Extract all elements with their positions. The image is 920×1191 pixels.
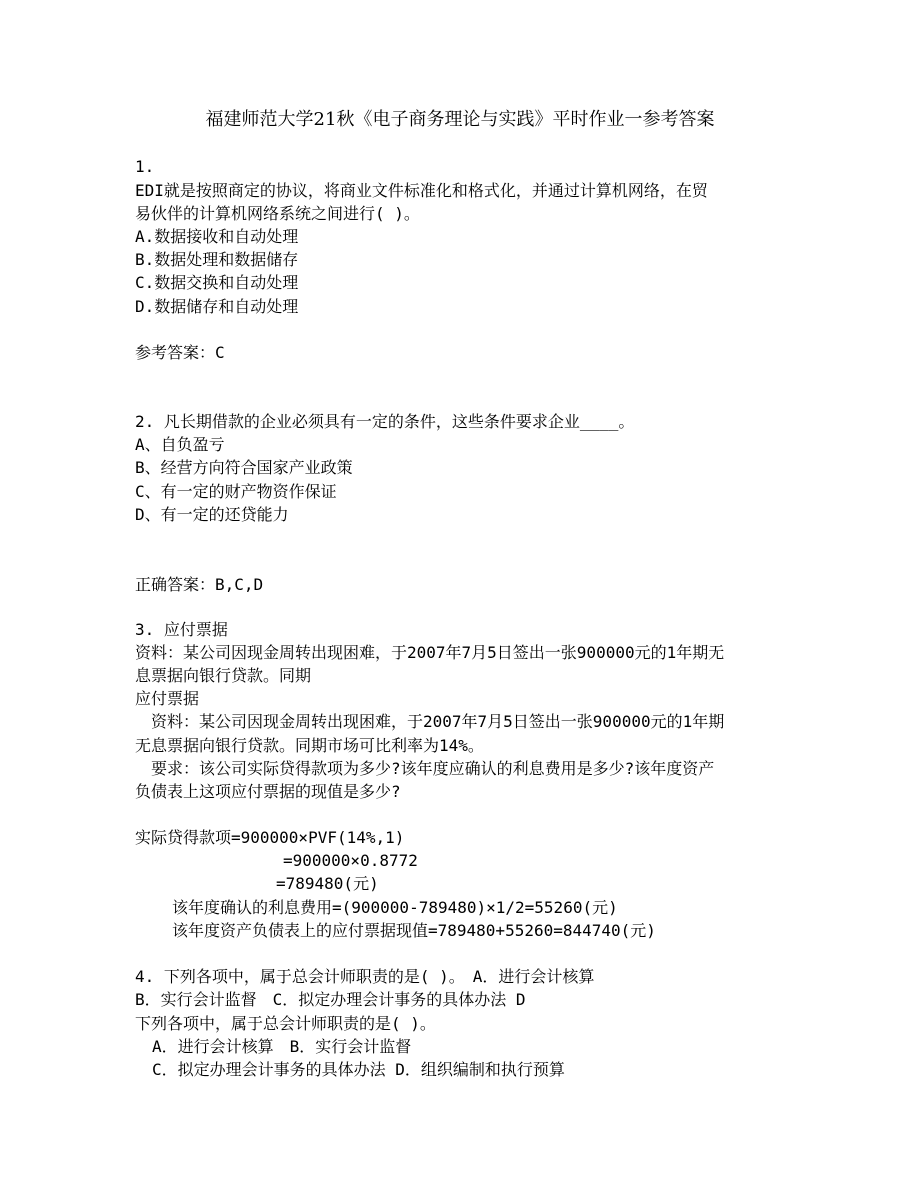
option-d: D.数据储存和自动处理 xyxy=(135,297,299,316)
solution-line: 该年度资产负债表上的应付票据现值=789480+55260=844740(元) xyxy=(172,921,656,940)
question-text: 资料：某公司因现金周转出现困难，于2007年7月5日签出一张900000元的1年期无 xyxy=(135,643,725,662)
solution-line: =900000×0.8772 xyxy=(283,851,418,870)
option-c: C.数据交换和自动处理 xyxy=(135,273,299,292)
solution-line: =789480(元) xyxy=(276,874,379,893)
answer: 正确答案：B,C,D xyxy=(135,575,264,594)
question-text: 易伙伴的计算机网络系统之间进行( )。 xyxy=(135,204,420,223)
question-text: B．实行会计监督 C．拟定办理会计事务的具体办法 D xyxy=(135,990,526,1009)
options-line: C．拟定办理会计事务的具体办法 D．组织编制和执行预算 xyxy=(152,1060,565,1079)
option-a: A.数据接收和自动处理 xyxy=(135,227,299,246)
question-text: 无息票据向银行贷款。同期市场可比利率为14%。 xyxy=(135,736,484,755)
question-text: 4. 下列各项中，属于总会计师职责的是( )。 A．进行会计核算 xyxy=(135,967,595,986)
solution-line: 该年度确认的利息费用=(900000-789480)×1/2=55260(元) xyxy=(172,898,618,917)
question-text: 资料：某公司因现金周转出现困难，于2007年7月5日签出一张900000元的1年期 xyxy=(135,712,725,731)
question-number: 1. xyxy=(135,157,155,176)
page-title: 福建师范大学21秋《电子商务理论与实践》平时作业一参考答案 xyxy=(205,109,715,130)
option-a: A、自负盈亏 xyxy=(135,435,225,454)
options-line: A．进行会计核算 B．实行会计监督 xyxy=(152,1037,412,1056)
question-text: 息票据向银行贷款。同期 xyxy=(135,666,312,685)
question-text: 2. 凡长期借款的企业必须具有一定的条件，这些条件要求企业____。 xyxy=(135,412,635,431)
option-b: B、经营方向符合国家产业政策 xyxy=(135,458,353,477)
question-title: 3. 应付票据 xyxy=(135,620,228,639)
question-text: EDI就是按照商定的协议，将商业文件标准化和格式化，并通过计算机网络，在贸 xyxy=(135,181,708,200)
option-c: C、有一定的财产物资作保证 xyxy=(135,482,337,501)
question-text: 下列各项中，属于总会计师职责的是( )。 xyxy=(135,1014,436,1033)
question-text: 负债表上这项应付票据的现值是多少? xyxy=(135,782,401,801)
option-d: D、有一定的还贷能力 xyxy=(135,505,289,524)
answer: 参考答案：C xyxy=(135,343,225,362)
solution-line: 实际贷得款项=900000×PVF(14%,1) xyxy=(135,828,405,847)
question-text: 应付票据 xyxy=(135,689,200,708)
question-text: 要求：该公司实际贷得款项为多少?该年度应确认的利息费用是多少?该年度资产 xyxy=(135,759,715,778)
option-b: B.数据处理和数据储存 xyxy=(135,250,299,269)
